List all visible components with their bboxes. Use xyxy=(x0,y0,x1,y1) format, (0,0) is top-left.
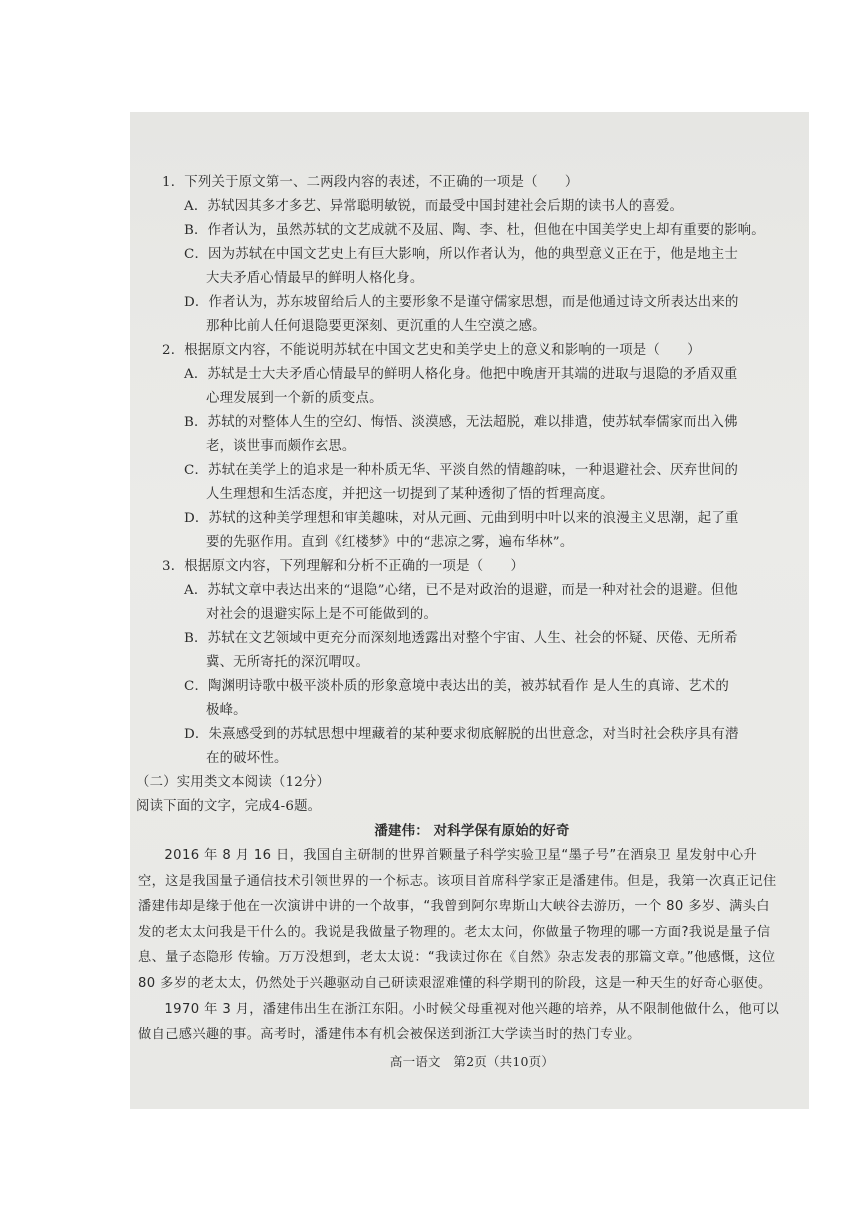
question-stem: 3．根据原文内容，下列理解和分析不正确的一项是（ ） xyxy=(162,559,525,574)
option-text-line: 极峰。 xyxy=(206,703,247,718)
answer-option xyxy=(162,675,782,723)
option-text-line: C．因为苏轼在中国文艺史上有巨大影响，所以作者认为，他的典型意义正在于，他是地主士 xyxy=(184,247,739,262)
answer-option xyxy=(162,627,782,675)
option-text-line: A．苏轼是士大夫矛盾心情最早的鲜明人格化身。他把中晚唐开其端的进取与退隐的矛盾双重 xyxy=(184,367,738,382)
article-paragraph: 2016 年 8 月 16 日，我国自主研制的世界首颗量子科学实验卫星“墨子号”在酒泉卫 星发射中心升空，这是我国量子通信技术引领世界的一个标志。该项目首席科学家正是潘建伟。但是，我第一次真正记住潘建伟却是缘于他在一次演讲中讲的一个故事，“我曾到阿尔卑斯山大峡谷去游历，一个 80 多岁、满头白发的老太太问我是干什么的。我说是我做量子物理的。老太太问，你做量子物理的哪一方面?我说是量子信息、量子态隐形 传输。万万没想到，老太太说：“我读过你在《自然》杂志发表的那篇文章。”他感慨，这位80 多岁的老太太，仍然处于兴趣驱动自己研读艰涩难懂的科学期刊的阶段，这是一种天生的好奇心驱使。 xyxy=(138,848,777,991)
option-text-line: B．苏轼的对整体人生的空幻、悔悟、淡漠感，无法超脱，难以排遣，使苏轼奉儒家而出入佛 xyxy=(184,415,738,430)
question-stem: 2．根据原文内容，不能说明苏轼在中国文艺史和美学史上的意义和影响的一项是（ ） xyxy=(162,343,701,358)
option-text-line: C．陶渊明诗歌中极平淡朴质的形象意境中表达出的美，被苏轼看作 是人生的真谛、艺术的 xyxy=(184,679,729,694)
option-text-line: 心理发展到一个新的质变点。 xyxy=(206,391,383,406)
option-text-line: 老，谈世事而颇作玄思。 xyxy=(206,439,356,454)
answer-option xyxy=(162,291,782,339)
article-title: 潘建伟： 对科学保有原始的好奇 xyxy=(374,823,570,839)
option-text-line: 对社会的退避实际上是不可能做到的。 xyxy=(206,607,438,622)
option-text-line: B．苏轼在文艺领域中更充分而深刻地透露出对整个宇宙、人生、社会的怀疑、厌倦、无所希 xyxy=(184,631,738,646)
answer-option xyxy=(162,363,782,411)
answer-option xyxy=(162,195,782,219)
option-text-line: A．苏轼因其多才多艺、异常聪明敏锐，而最受中国封建社会后期的读书人的喜爱。 xyxy=(184,199,684,214)
answer-option xyxy=(162,459,782,507)
option-text-line: 人生理想和生活态度，并把这一切提到了某种透彻了悟的哲理高度。 xyxy=(206,487,614,502)
page-footer: 高一语文 第2页（共10页） xyxy=(389,1053,555,1069)
option-text-line: 冀、无所寄托的深沉喟叹。 xyxy=(206,655,370,670)
answer-option xyxy=(162,723,782,771)
option-text-line: 在的破坏性。 xyxy=(206,751,288,766)
article-paragraph: 1970 年 3 月，潘建伟出生在浙江东阳。小时候父母重视对他兴趣的培养，从不限制他做什么，他可以做自己感兴趣的事。高考时，潘建伟本有机会被保送到浙江大学读当时的热门专业。 xyxy=(138,1001,780,1043)
question-stem: 1．下列关于原文第一、二两段内容的表述，不正确的一项是（ ） xyxy=(162,175,579,190)
answer-option xyxy=(162,507,782,555)
option-text-line: D．苏轼的这种美学理想和审美趣味，对从元画、元曲到明中叶以来的浪漫主义思潮，起了重 xyxy=(184,511,739,526)
page-content xyxy=(136,171,782,1086)
option-text-line: 要的先驱作用。直到《红楼梦》中的“悲凉之雾，遍布华林”。 xyxy=(206,535,574,550)
option-text-line: B．作者认为，虽然苏轼的文艺成就不及屈、陶、李、杜，但他在中国美学史上却有重要的影响。 xyxy=(184,223,765,238)
answer-option xyxy=(162,219,782,243)
section-heading: （二）实用类文本阅读（12分） xyxy=(136,775,331,790)
option-text-line: 那种比前人任何退隐要更深刻、更沉重的人生空漠之感。 xyxy=(206,319,546,334)
option-text-line: C．苏轼在美学上的追求是一种朴质无华、平淡自然的情趣韵味，一种退避社会、厌弃世间的 xyxy=(184,463,739,478)
answer-option xyxy=(162,579,782,627)
answer-option xyxy=(162,243,782,291)
option-text-line: 大夫矛盾心情最早的鲜明人格化身。 xyxy=(206,271,424,286)
option-text-line: A．苏轼文章中表达出来的“退隐”心绪，已不是对政治的退避，而是一种对社会的退避。但他 xyxy=(184,583,738,598)
option-text-line: D．作者认为，苏东坡留给后人的主要形象不是谨守儒家思想，而是他通过诗文所表达出来的 xyxy=(184,295,739,310)
answer-option xyxy=(162,411,782,459)
option-text-line: D．朱熹感受到的苏轼思想中埋藏着的某种要求彻底解脱的出世意念，对当时社会秩序具有潜 xyxy=(184,727,739,742)
section-instruction: 阅读下面的文字，完成4-6题。 xyxy=(136,799,322,814)
